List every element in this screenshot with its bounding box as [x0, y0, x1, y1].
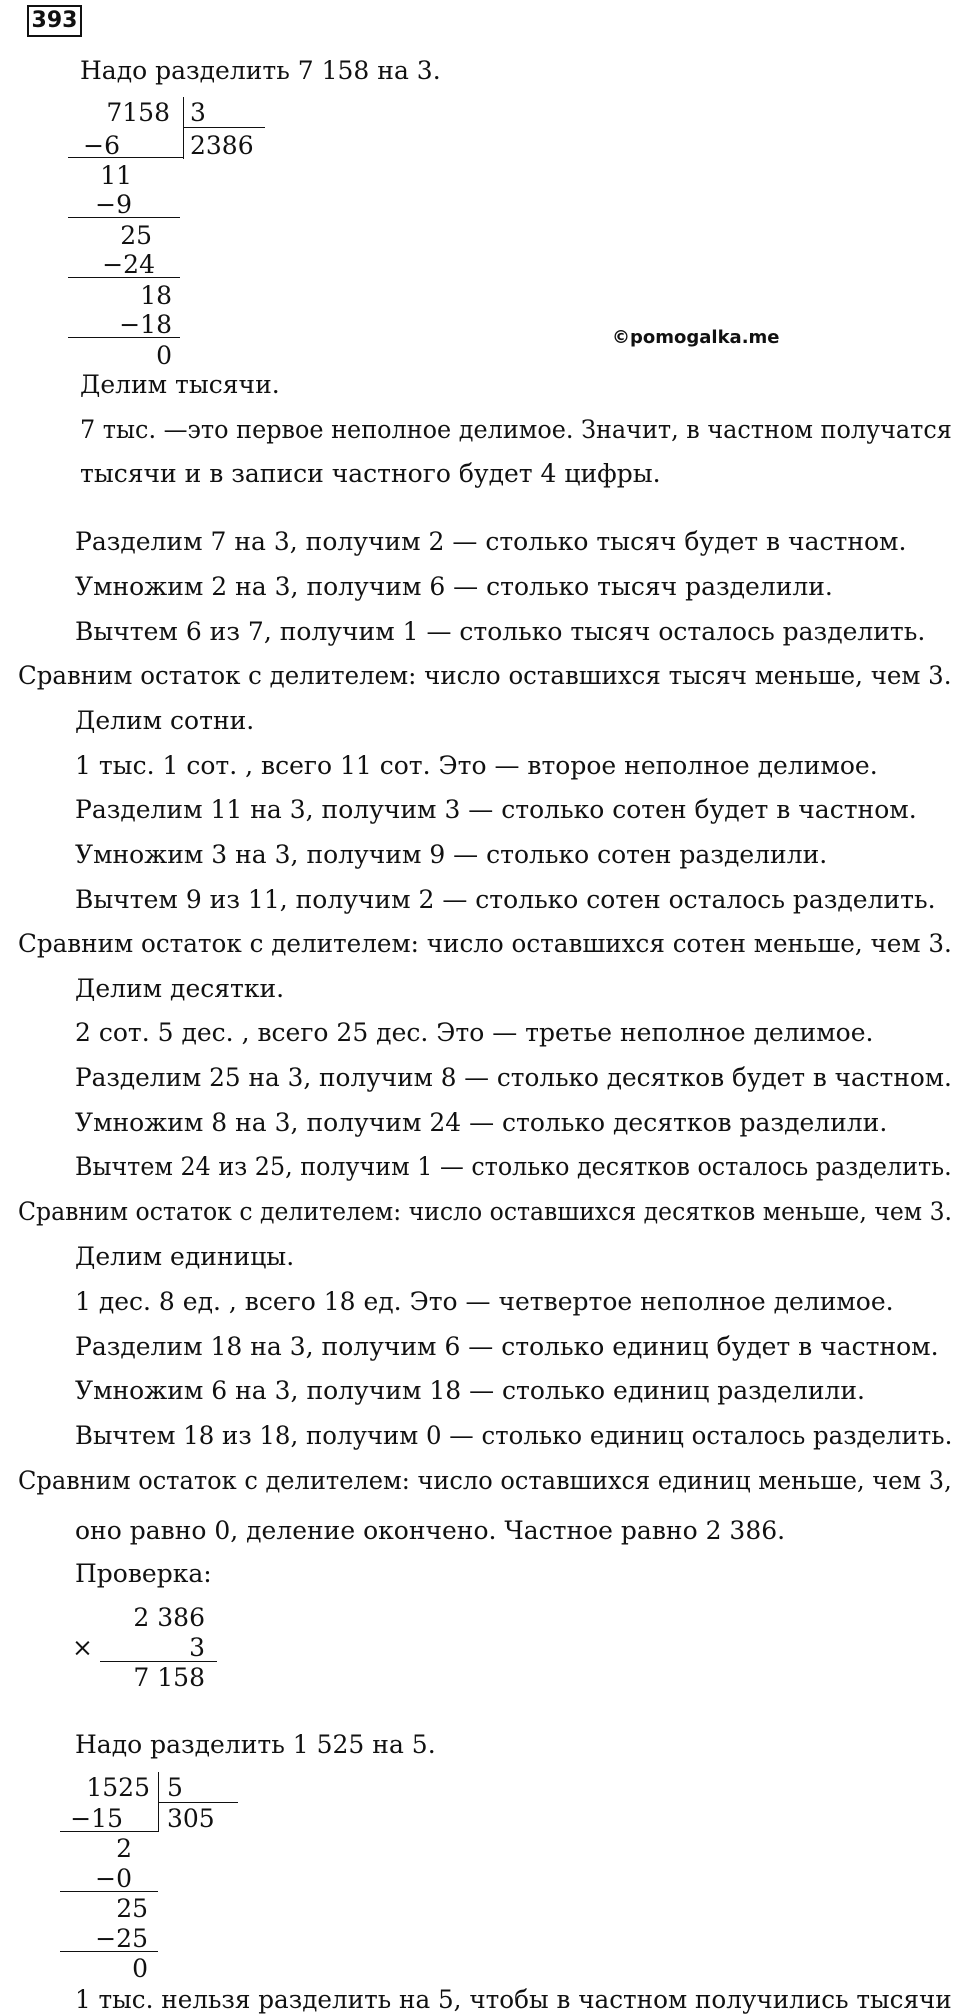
division-step: −24 — [102, 250, 155, 279]
explanation-line: Делим единицы. — [75, 1242, 295, 1271]
step-underline — [68, 337, 180, 338]
explanation-line: Умножим 6 на 3, получим 18 — столько единиц разделили. — [75, 1376, 866, 1405]
dividend: 1525 — [86, 1773, 150, 1802]
explanation-line: Делим сотни. — [75, 706, 255, 735]
division-step: −6 — [83, 131, 120, 160]
multiplier: 3 — [189, 1633, 205, 1662]
step-underline — [60, 1951, 158, 1952]
division-step: 0 — [132, 1954, 148, 1983]
step-underline — [68, 217, 180, 218]
explanation-line: тысячи и в записи частного будет 4 цифры. — [80, 459, 661, 488]
divisor: 5 — [167, 1773, 183, 1802]
explanation-line: Делим десятки. — [75, 974, 285, 1003]
division-step: −18 — [119, 310, 172, 339]
explanation-line: Разделим 11 на 3, получим 3 — столько сотен будет в частном. — [75, 795, 917, 824]
explanation-line: Вычтем 24 из 25, получим 1 — столько десятков осталось разделить. — [75, 1152, 952, 1181]
divisor-underline — [158, 1802, 238, 1803]
divisor: 3 — [190, 98, 206, 127]
product: 7 158 — [133, 1663, 205, 1692]
division-step: −0 — [95, 1864, 132, 1893]
step-underline — [68, 157, 183, 158]
explanation-line: 1 тыс. 1 сот. , всего 11 сот. Это — второе неполное делимое. — [75, 751, 878, 780]
explanation-line: Умножим 2 на 3, получим 6 — столько тысяч разделили. — [75, 572, 833, 601]
division-step: 18 — [140, 281, 172, 310]
explanation-line: Вычтем 9 из 11, получим 2 — столько сотен осталось разделить. — [75, 885, 936, 914]
explanation-line: Разделим 18 на 3, получим 6 — столько единиц будет в частном. — [75, 1332, 939, 1361]
explanation-line: Делим тысячи. — [80, 370, 280, 399]
quotient: 2386 — [190, 131, 254, 160]
multiply-sign: × — [72, 1633, 93, 1662]
explanation-line: 7 тыс. —это первое неполное делимое. Значит, в частном получатся — [80, 415, 952, 444]
explanation-line: Сравним остаток с делителем: число оставшихся единиц меньше, чем 3, — [18, 1466, 952, 1495]
division-step: 25 — [116, 1894, 148, 1923]
quotient: 305 — [167, 1804, 215, 1833]
divisor-underline — [183, 127, 265, 128]
explanation-line: 2 сот. 5 дес. , всего 25 дес. Это — третье неполное делимое. — [75, 1018, 874, 1047]
intro-text: Надо разделить 7 158 на 3. — [80, 56, 441, 85]
watermark: ©pomogalka.me — [612, 327, 780, 348]
explanation-line: оно равно 0, деление окончено. Частное равно 2 386. — [75, 1516, 786, 1545]
step-underline — [60, 1831, 158, 1832]
division-step: −25 — [95, 1924, 148, 1953]
explanation-line: Умножим 8 на 3, получим 24 — столько десятков разделили. — [75, 1108, 888, 1137]
division-step: −9 — [95, 190, 132, 219]
intro-text: Надо разделить 1 525 на 5. — [75, 1730, 436, 1759]
explanation-line: 1 тыс. нельзя разделить на 5, чтобы в частном получились тысячи — [75, 1985, 952, 2014]
explanation-line: Сравним остаток с делителем: число оставшихся тысяч меньше, чем 3. — [18, 661, 952, 690]
explanation-line: Проверка: — [75, 1559, 212, 1588]
explanation-line: 1 дес. 8 ед. , всего 18 ед. Это — четвертое неполное делимое. — [75, 1287, 894, 1316]
explanation-line: Сравним остаток с делителем: число оставшихся десятков меньше, чем 3. — [18, 1197, 953, 1226]
dividend: 7158 — [106, 98, 170, 127]
explanation-line: Умножим 3 на 3, получим 9 — столько сотен разделили. — [75, 840, 828, 869]
division-step: 25 — [120, 221, 152, 250]
multiplicand: 2 386 — [133, 1603, 205, 1632]
division-step: 2 — [116, 1834, 132, 1863]
explanation-line: Вычтем 6 из 7, получим 1 — столько тысяч осталось разделить. — [75, 617, 926, 646]
division-step: 11 — [100, 161, 132, 190]
division-step: 0 — [156, 341, 172, 370]
step-underline — [60, 1891, 158, 1892]
explanation-line: Разделим 25 на 3, получим 8 — столько десятков будет в частном. — [75, 1063, 952, 1092]
task-number-badge: 393 — [27, 5, 82, 37]
division-vertical-line — [183, 97, 184, 159]
step-underline — [68, 277, 180, 278]
check-underline — [100, 1661, 217, 1662]
explanation-line: Вычтем 18 из 18, получим 0 — столько единиц осталось разделить. — [75, 1421, 953, 1450]
explanation-line: Сравним остаток с делителем: число оставшихся сотен меньше, чем 3. — [18, 929, 952, 958]
division-step: −15 — [70, 1804, 123, 1833]
explanation-line: Разделим 7 на 3, получим 2 — столько тысяч будет в частном. — [75, 527, 907, 556]
